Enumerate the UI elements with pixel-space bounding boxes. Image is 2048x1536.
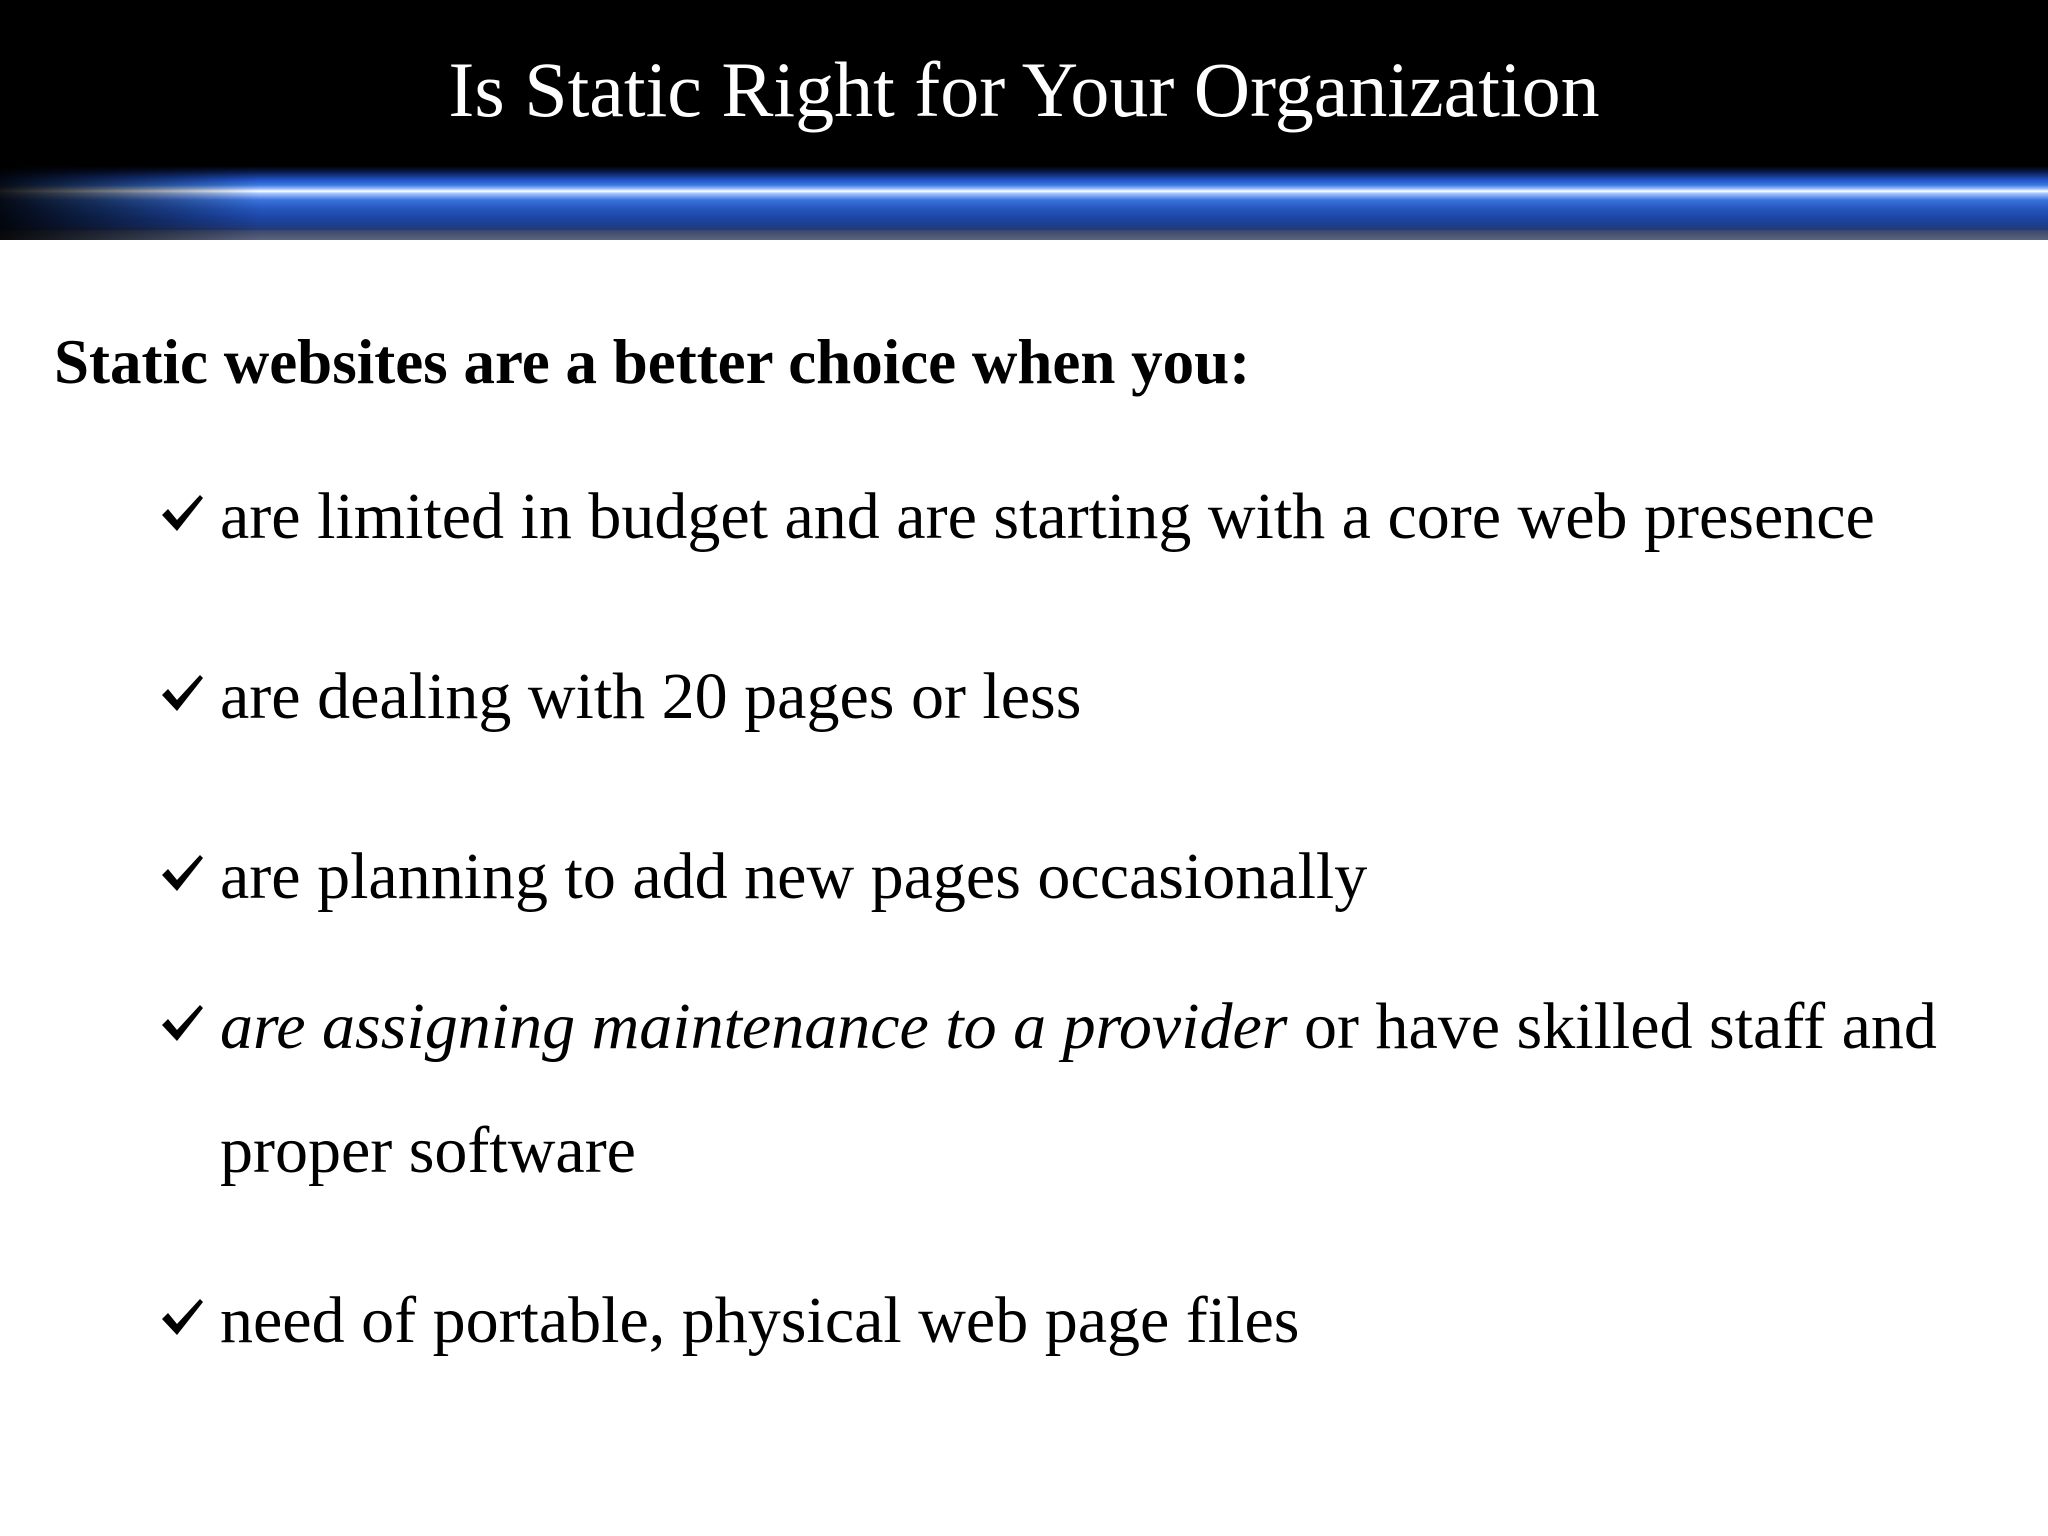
accent-band [0,166,2048,240]
list-item-text-multiline [220,965,1937,1213]
checkmark-icon [158,489,206,537]
checkmark-icon [158,849,206,897]
list-item-text: are planning to add new pages occasionally [220,840,1368,913]
slide-subtitle: Static websites are a better choice when you: [54,327,1251,397]
list-item-continuation: proper software [220,1114,636,1187]
accent-band-fade [0,166,260,240]
slide-title: Is Static Right for Your Organization [448,46,1600,133]
list-item-text: are limited in budget and are starting with a core web presence [220,480,1875,553]
list-item-text: need of portable, physical web page files [220,1284,1300,1357]
list-item-italic-text: are assigning maintenance to a provider [220,990,1288,1063]
checkmark-icon [158,669,206,717]
checkmark-icon [158,1293,206,1341]
list-item-text: are dealing with 20 pages or less [220,660,1082,733]
list-item-text: or have skilled staff and [1287,990,1937,1063]
title-bar [0,0,2048,168]
checkmark-icon [158,999,206,1047]
